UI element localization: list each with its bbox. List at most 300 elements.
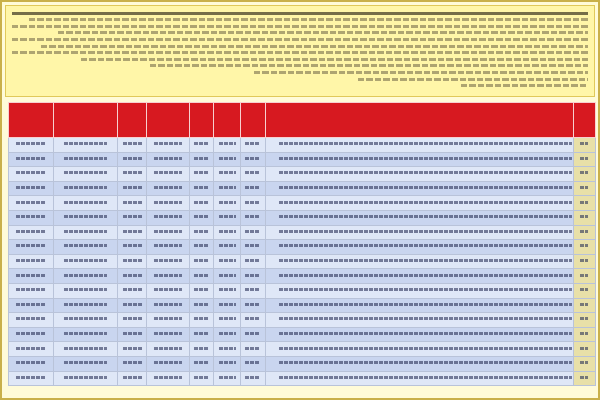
illegible-text: [64, 376, 107, 379]
illegible-text: [154, 347, 182, 350]
row-index-cell: [573, 225, 595, 240]
illegible-text: [194, 274, 209, 277]
illegible-text: [194, 201, 209, 204]
illegible-text: [194, 230, 209, 233]
illegible-text: [16, 259, 45, 262]
illegible-text: [64, 244, 107, 247]
table-row: [9, 254, 596, 269]
illegible-text: [219, 230, 236, 233]
table-cell: [189, 371, 214, 386]
illegible-text: [123, 288, 141, 291]
illegible-text: [154, 376, 182, 379]
illegible-text: [16, 201, 45, 204]
table-cell: [189, 152, 214, 167]
table-cell: [147, 152, 189, 167]
table-cell: [189, 181, 214, 196]
illegible-text: [219, 274, 236, 277]
table-cell: [147, 356, 189, 371]
notice-line: [358, 78, 588, 81]
address-cell: [265, 254, 573, 269]
table-cell: [147, 371, 189, 386]
table-row: [9, 269, 596, 284]
illegible-text: [580, 215, 588, 218]
table-cell: [214, 254, 241, 269]
illegible-text: [123, 274, 141, 277]
table-cell: [53, 138, 118, 153]
illegible-text: [194, 361, 209, 364]
table-cell: [214, 371, 241, 386]
table-cell: [241, 269, 266, 284]
table-cell: [118, 269, 147, 284]
notice-line: [12, 25, 588, 28]
notice-line: [12, 38, 588, 41]
table-row: [9, 167, 596, 182]
table-cell: [118, 283, 147, 298]
address-cell: [265, 342, 573, 357]
illegible-text: [16, 171, 45, 174]
illegible-text: [64, 259, 107, 262]
table-cell: [9, 313, 54, 328]
illegible-text: [123, 376, 141, 379]
table-cell: [53, 152, 118, 167]
illegible-text: [123, 142, 141, 145]
illegible-text: [154, 186, 182, 189]
illegible-text: [64, 317, 107, 320]
illegible-text: [64, 186, 107, 189]
table-cell: [189, 313, 214, 328]
table-cell: [189, 298, 214, 313]
address-cell: [265, 167, 573, 182]
illegible-text: [219, 303, 236, 306]
illegible-text: [245, 288, 260, 291]
table-cell: [214, 327, 241, 342]
table-cell: [214, 298, 241, 313]
illegible-text: [194, 215, 209, 218]
illegible-text: [580, 317, 588, 320]
table-cell: [241, 167, 266, 182]
table-cell: [241, 196, 266, 211]
table-cell: [241, 356, 266, 371]
table-cell: [118, 327, 147, 342]
illegible-text: [16, 332, 45, 335]
table-cell: [53, 269, 118, 284]
table-cell: [214, 210, 241, 225]
table-cell: [241, 342, 266, 357]
notice-line: [58, 31, 588, 34]
table-cell: [147, 313, 189, 328]
table-row: [9, 181, 596, 196]
illegible-text: [219, 142, 236, 145]
illegible-text: [279, 215, 572, 218]
table-cell: [214, 225, 241, 240]
illegible-text: [194, 317, 209, 320]
illegible-text: [245, 244, 260, 247]
table-cell: [147, 196, 189, 211]
table-cell: [9, 283, 54, 298]
notice-line: [461, 84, 588, 87]
table-cell: [147, 181, 189, 196]
illegible-text: [154, 230, 182, 233]
illegible-text: [580, 142, 588, 145]
table-cell: [53, 283, 118, 298]
illegible-text: [245, 157, 260, 160]
table-cell: [241, 298, 266, 313]
table-cell: [147, 240, 189, 255]
table-cell: [241, 152, 266, 167]
illegible-text: [123, 259, 141, 262]
illegible-text: [123, 157, 141, 160]
table-cell: [241, 371, 266, 386]
table-row: [9, 152, 596, 167]
address-cell: [265, 181, 573, 196]
table-cell: [214, 356, 241, 371]
illegible-text: [64, 288, 107, 291]
illegible-text: [154, 171, 182, 174]
illegible-text: [245, 317, 260, 320]
table-cell: [53, 254, 118, 269]
table-cell: [53, 225, 118, 240]
table-cell: [147, 167, 189, 182]
table-row: [9, 327, 596, 342]
table-cell: [53, 196, 118, 211]
table-cell: [147, 254, 189, 269]
table-cell: [53, 327, 118, 342]
illegible-text: [154, 142, 182, 145]
illegible-text: [245, 142, 260, 145]
illegible-text: [123, 317, 141, 320]
table-row: [9, 196, 596, 211]
illegible-text: [64, 303, 107, 306]
row-index-cell: [573, 138, 595, 153]
table-cell: [53, 371, 118, 386]
illegible-text: [123, 332, 141, 335]
table-cell: [214, 196, 241, 211]
illegible-text: [219, 317, 236, 320]
illegible-text: [154, 244, 182, 247]
address-cell: [265, 283, 573, 298]
illegible-text: [123, 347, 141, 350]
illegible-text: [194, 171, 209, 174]
notice-line: [29, 18, 588, 21]
table-cell: [189, 138, 214, 153]
illegible-text: [245, 215, 260, 218]
illegible-text: [580, 230, 588, 233]
address-cell: [265, 356, 573, 371]
row-index-cell: [573, 327, 595, 342]
illegible-text: [279, 201, 572, 204]
table-row: [9, 138, 596, 153]
row-index-cell: [573, 371, 595, 386]
column-header: [147, 103, 189, 138]
row-index-cell: [573, 269, 595, 284]
table-cell: [53, 181, 118, 196]
illegible-text: [279, 171, 572, 174]
table-header-row: [9, 103, 596, 138]
illegible-text: [245, 186, 260, 189]
illegible-text: [219, 376, 236, 379]
table-row: [9, 356, 596, 371]
illegible-text: [279, 259, 572, 262]
illegible-text: [245, 332, 260, 335]
table-cell: [214, 269, 241, 284]
table-cell: [147, 138, 189, 153]
illegible-text: [194, 142, 209, 145]
notice-line: [12, 51, 588, 54]
illegible-text: [580, 186, 588, 189]
illegible-text: [245, 303, 260, 306]
table-cell: [214, 283, 241, 298]
table-cell: [9, 240, 54, 255]
address-cell: [265, 327, 573, 342]
table-cell: [118, 138, 147, 153]
illegible-text: [16, 347, 45, 350]
illegible-text: [580, 171, 588, 174]
illegible-text: [16, 157, 45, 160]
illegible-text: [279, 230, 572, 233]
table-cell: [214, 181, 241, 196]
row-index-cell: [573, 240, 595, 255]
row-index-cell: [573, 196, 595, 211]
table-cell: [118, 356, 147, 371]
table-cell: [147, 269, 189, 284]
address-cell: [265, 240, 573, 255]
illegible-text: [64, 347, 107, 350]
table-cell: [9, 167, 54, 182]
table-row: [9, 225, 596, 240]
table-cell: [147, 225, 189, 240]
table-cell: [189, 210, 214, 225]
illegible-text: [64, 361, 107, 364]
illegible-text: [279, 361, 572, 364]
illegible-text: [16, 274, 45, 277]
table-cell: [53, 356, 118, 371]
row-index-cell: [573, 342, 595, 357]
illegible-text: [245, 347, 260, 350]
illegible-text: [16, 361, 45, 364]
illegible-text: [194, 347, 209, 350]
illegible-text: [194, 157, 209, 160]
column-header: [9, 103, 54, 138]
notice-line: [12, 12, 588, 15]
table-cell: [9, 342, 54, 357]
illegible-text: [279, 157, 572, 160]
illegible-text: [245, 274, 260, 277]
illegible-text: [279, 347, 572, 350]
illegible-text: [64, 171, 107, 174]
illegible-text: [154, 274, 182, 277]
table-cell: [214, 152, 241, 167]
illegible-text: [279, 274, 572, 277]
table-cell: [9, 371, 54, 386]
table-cell: [214, 138, 241, 153]
table-cell: [241, 313, 266, 328]
row-index-cell: [573, 181, 595, 196]
illegible-text: [123, 244, 141, 247]
illegible-text: [194, 376, 209, 379]
illegible-text: [194, 332, 209, 335]
table-cell: [147, 298, 189, 313]
column-header: [118, 103, 147, 138]
illegible-text: [64, 332, 107, 335]
table-cell: [118, 313, 147, 328]
table-cell: [9, 181, 54, 196]
table-cell: [189, 225, 214, 240]
table-cell: [241, 327, 266, 342]
illegible-text: [245, 201, 260, 204]
table-row: [9, 210, 596, 225]
row-index-cell: [573, 283, 595, 298]
table-cell: [189, 167, 214, 182]
address-cell: [265, 371, 573, 386]
table-cell: [241, 138, 266, 153]
table-cell: [118, 254, 147, 269]
table-cell: [214, 342, 241, 357]
column-header: [189, 103, 214, 138]
table-cell: [118, 152, 147, 167]
table-row: [9, 298, 596, 313]
illegible-text: [123, 361, 141, 364]
table-cell: [53, 298, 118, 313]
illegible-text: [123, 303, 141, 306]
table-cell: [189, 254, 214, 269]
illegible-text: [219, 215, 236, 218]
illegible-text: [194, 288, 209, 291]
column-header: [53, 103, 118, 138]
table-cell: [118, 167, 147, 182]
table-cell: [189, 283, 214, 298]
illegible-text: [16, 317, 45, 320]
illegible-text: [64, 215, 107, 218]
illegible-text: [16, 244, 45, 247]
illegible-text: [64, 201, 107, 204]
table-cell: [189, 327, 214, 342]
illegible-text: [16, 230, 45, 233]
illegible-text: [154, 215, 182, 218]
illegible-text: [123, 230, 141, 233]
illegible-text: [154, 288, 182, 291]
illegible-text: [219, 259, 236, 262]
table-cell: [214, 167, 241, 182]
table-cell: [53, 240, 118, 255]
address-cell: [265, 225, 573, 240]
table-cell: [241, 225, 266, 240]
illegible-text: [154, 259, 182, 262]
illegible-text: [16, 376, 45, 379]
row-index-cell: [573, 313, 595, 328]
table-cell: [53, 167, 118, 182]
table-cell: [118, 298, 147, 313]
table-row: [9, 240, 596, 255]
illegible-text: [123, 215, 141, 218]
address-cell: [265, 298, 573, 313]
illegible-text: [123, 201, 141, 204]
illegible-text: [219, 288, 236, 291]
illegible-text: [123, 171, 141, 174]
illegible-text: [580, 361, 588, 364]
notice-line: [254, 71, 588, 74]
illegible-text: [194, 303, 209, 306]
table-cell: [147, 327, 189, 342]
illegible-text: [580, 303, 588, 306]
table-cell: [9, 138, 54, 153]
illegible-text: [279, 244, 572, 247]
row-index-cell: [573, 298, 595, 313]
illegible-text: [580, 376, 588, 379]
illegible-text: [245, 376, 260, 379]
illegible-text: [219, 157, 236, 160]
table-cell: [241, 254, 266, 269]
column-header: [573, 103, 595, 138]
table-cell: [53, 210, 118, 225]
illegible-text: [580, 332, 588, 335]
address-cell: [265, 210, 573, 225]
table-cell: [9, 225, 54, 240]
illegible-text: [279, 288, 572, 291]
table-cell: [9, 210, 54, 225]
row-index-cell: [573, 167, 595, 182]
table-cell: [189, 342, 214, 357]
illegible-text: [245, 259, 260, 262]
illegible-text: [219, 186, 236, 189]
table-cell: [118, 371, 147, 386]
table-cell: [147, 210, 189, 225]
row-index-cell: [573, 254, 595, 269]
illegible-text: [580, 347, 588, 350]
illegible-text: [219, 171, 236, 174]
address-cell: [265, 313, 573, 328]
illegible-text: [279, 303, 572, 306]
table-cell: [9, 327, 54, 342]
table-row: [9, 283, 596, 298]
table-cell: [241, 240, 266, 255]
table-cell: [118, 342, 147, 357]
listing-table: [8, 102, 596, 386]
illegible-text: [580, 274, 588, 277]
illegible-text: [279, 376, 572, 379]
table-cell: [53, 342, 118, 357]
illegible-text: [154, 157, 182, 160]
table-cell: [9, 152, 54, 167]
illegible-text: [16, 288, 45, 291]
illegible-text: [123, 186, 141, 189]
notice-line: [150, 64, 588, 67]
table-cell: [9, 196, 54, 211]
table-cell: [189, 240, 214, 255]
column-header: [265, 103, 573, 138]
table-cell: [241, 283, 266, 298]
address-cell: [265, 138, 573, 153]
illegible-text: [580, 157, 588, 160]
table-cell: [9, 269, 54, 284]
illegible-text: [16, 142, 45, 145]
column-header: [241, 103, 266, 138]
illegible-text: [580, 259, 588, 262]
illegible-text: [580, 288, 588, 291]
table-cell: [9, 254, 54, 269]
illegible-text: [154, 317, 182, 320]
illegible-text: [245, 361, 260, 364]
illegible-text: [64, 157, 107, 160]
table-cell: [214, 240, 241, 255]
table-cell: [241, 181, 266, 196]
table-cell: [9, 356, 54, 371]
table-cell: [241, 210, 266, 225]
table-cell: [118, 210, 147, 225]
row-index-cell: [573, 152, 595, 167]
table-cell: [189, 196, 214, 211]
illegible-text: [245, 171, 260, 174]
illegible-text: [279, 186, 572, 189]
